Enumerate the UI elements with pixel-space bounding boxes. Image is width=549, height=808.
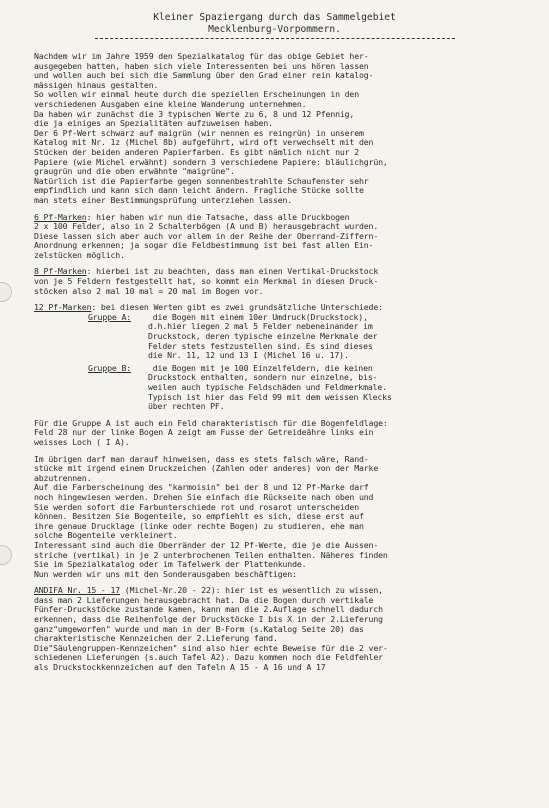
text-line: solche Bogenteile verkleinert.: [34, 531, 178, 541]
punch-hole: [0, 545, 12, 565]
text-line: Fünfer-Druckstöcke zustande kamen, kann man die 2.Auflage schnell dadurch: [34, 605, 383, 615]
text-line: striche (vertikal) in je 2 unterbrochenen Teilen enthalten. Näheres finden: [34, 550, 388, 560]
title-line-2: Mecklenburg-Vorpommern.: [208, 24, 341, 35]
text-line: charakteristische Kennzeichen der 2.Lieferung fand.: [34, 634, 278, 644]
text-line: schiedenen Lieferungen (s.auch Tafel A2). Dazu kommen noch die Feldfehler: [34, 653, 383, 663]
text-line: stöcken also 2 mal 10 mal = 20 mal im Bogen vor.: [34, 286, 264, 296]
text-line: zelstücken möglich.: [34, 250, 125, 260]
title-line-1: Kleiner Spaziergang durch das Sammelgebiet: [153, 12, 396, 23]
text-line: erkennen, dass die Reihenfolge der Druckstöcke I bis X in der 2.Lieferung: [34, 615, 383, 625]
group-a-label: Gruppe A:: [88, 311, 132, 322]
text-line: über rechten PF.: [148, 401, 225, 412]
text-line: Interessant sind auch die Oberränder der 12 Pf-Werte, die je die Aussen-: [34, 540, 379, 550]
text-line: Im übrigen darf man darauf hinweisen, dass es stets falsch wäre, Rand-: [34, 454, 369, 464]
section-6pf: [34, 213, 534, 261]
text-line: stücke mit irgend einem Druckzeichen (Zahlen oder anderes) von der Marke: [34, 464, 379, 474]
text-line: [34, 586, 534, 596]
text-line: [34, 213, 534, 223]
text-line: Felder stets festzustellen sind. Es sind dieses: [148, 340, 373, 351]
text-line: Der 6 Pf-Wert schwarz auf maigrün (wir nennen es reingrün) in unserem: [34, 128, 364, 138]
text-line: von je 5 Feldern festgestellt hat, so kommt ein Merkmal in diesen Druck-: [34, 277, 379, 287]
text-line: Katalog mit Nr. 1z (Michel 8b) aufgeführt, wird oft verwechselt mit den: [34, 138, 374, 148]
text-line: können. Besitzen Sie Bogenteile, so empfiehlt es sich, diese erst auf: [34, 512, 364, 522]
text-fragment: : bei diesen Werten gibt es zwei grundsätzliche Unterschiede:: [91, 303, 383, 313]
section-anstifa: [34, 586, 534, 672]
section-heading: 6 Pf-Marken: [34, 212, 87, 222]
text-line: ausgegeben hatten, haben sich viele Interessenten bei uns hören lassen: [34, 61, 369, 71]
text-line: graugrün und die oben erwähnte "maigrüne".: [34, 167, 235, 177]
text-line: verschiedenen Ausgaben eine kleine Wanderung unternehmen.: [34, 99, 307, 109]
text-line: Druckstock enthalten, sondern nur einzelne, bis-: [148, 372, 378, 383]
text-line: Für die Gruppe A ist auch ein Feld charakteristisch für die Bogenfeldlage:: [34, 418, 388, 428]
text-line: weilen auch typische Feldschäden und Feldmerkmale.: [148, 382, 387, 392]
text-line: weisses Loch ( I A).: [34, 437, 130, 447]
text-fragment: : hierbei ist zu beachten, dass man einen Vertikal-Druckstock: [86, 267, 379, 277]
title-underline: [95, 38, 455, 39]
section-heading: 8 Pf-Marken: [34, 267, 87, 277]
document-header: [0, 12, 549, 39]
text-line: Feld 28 nur der linke Bogen A zeigt am Fusse der Getreideähre links ein: [34, 428, 374, 438]
text-fragment: die Bogen mit einem 10er Umdruck(Druckstock),: [152, 311, 368, 322]
text-fragment: : hier haben wir nun die Tatsache, dass alle Druckbogen: [86, 212, 350, 222]
text-line: und wollen auch bei sich die Sammlung über den Grad einer rein katalog-: [34, 71, 374, 81]
text-line: die Nr. 11, 12 und 13 I (Michel 16 u. 17).: [148, 350, 349, 361]
text-line: Die"Säulengruppen-Kennzeichen" sind also hier echte Beweise für die 2 ver-: [34, 643, 388, 653]
text-line: als Druckstockkennzeichen auf den Tafeln A 15 - A 16 und A 17: [34, 663, 326, 673]
text-line: Anordnung erkennen; ja sogar die Feldbestimmung ist bei fast allen Ein-: [34, 241, 374, 251]
intro-paragraph: [34, 52, 534, 206]
text-line: noch hingewiesen werden. Drehen Sie einfach die Rückseite nach oben und: [34, 492, 374, 502]
text-line: d.h.hier liegen 2 mal 5 Felder nebeneinander im: [148, 321, 373, 332]
text-line: Stücken der beiden anderen Papierfarben. Es gibt nämlich nicht nur 2: [34, 147, 359, 157]
section-8pf: [34, 267, 534, 296]
section-heading: ANDIFA Nr. 15 - 17: [34, 586, 121, 596]
text-line: Sie im Spezialkatalog oder im Tafelwerk der Plattenkunde.: [34, 560, 307, 570]
text-line: Diese lassen sich aber auch vor allem in der Reihe der Oberrand-Ziffern-: [34, 231, 379, 241]
text-line: dass man 2 Lieferungen herausgebracht hat. Da die Bogen durch vertikale: [34, 595, 374, 605]
text-fragment: die Bogen mit je 100 Einzelfeldern, die keinen: [152, 362, 373, 373]
text-line: ihre genaue Drucklage (linke oder rechte Bogen) zu studieren, ehe man: [34, 521, 364, 531]
text-line: [34, 267, 534, 277]
document-body: [34, 52, 534, 680]
text-line: So wollen wir einmal heute durch die speziellen Erscheinungen in den: [34, 90, 359, 100]
text-line: die ja einiges an Spezialitäten aufzuweisen haben.: [34, 119, 273, 129]
text-line: man stets einer Bestimmungsprüfung unterziehen lassen.: [34, 195, 293, 205]
section-12pf: [34, 303, 534, 412]
notes-paragraph: [34, 455, 534, 580]
text-line: Nachdem wir im Jahre 1959 den Spezialkatalog für das obige Gebiet her-: [34, 52, 369, 61]
text-line: Da haben wir zunächst die 3 typischen Werte zu 6, 8 und 12 Pfennig,: [34, 109, 355, 119]
text-line: ganz"umgeworfen" wurde und man in der B-Form (s.Katalog Seite 20) das: [34, 624, 364, 634]
text-line: Auf die Farberscheinung des "karmoisin" bei der 8 und 12 Pf-Marke darf: [34, 483, 369, 493]
text-line: mässigen hinaus gestalten.: [34, 80, 159, 90]
text-line: Typisch ist hier das Feld 99 mit dem weissen Klecks: [148, 391, 392, 402]
text-line: abzutrennen.: [34, 473, 92, 483]
group-b-label: Gruppe B:: [88, 362, 132, 373]
text-fragment: (Michel-Nr.20 - 22): hier ist es wesentlich zu wissen,: [120, 586, 383, 596]
text-line: 2 x 100 Felder, also in 2 Schalterbögen (A und B) herausgebracht wurden.: [34, 222, 379, 232]
text-line: Sie werden sofort die Farbunterschiede rot und rosarot unterscheiden: [34, 502, 359, 512]
text-line: Nun werden wir uns mit den Sonderausgaben beschäftigen:: [34, 569, 297, 579]
text-line: Papiere (wie Michel erwähnt) sondern 3 verschiedene Papiere: bläulichgrün,: [34, 157, 388, 167]
punch-hole: [0, 282, 12, 302]
text-line: Druckstock, deren typische einzelne Merkmale der: [148, 331, 378, 342]
section-heading: 12 Pf-Marken: [34, 303, 92, 313]
group-a-paragraph: [34, 419, 534, 448]
text-line: Natürlich ist die Papierfarbe gegen sonnenbestrahlte Schaufenster sehr: [34, 176, 369, 186]
text-line: empfindlich und kann sich dann leicht ändern. Fragliche Stücke sollte: [34, 186, 364, 196]
